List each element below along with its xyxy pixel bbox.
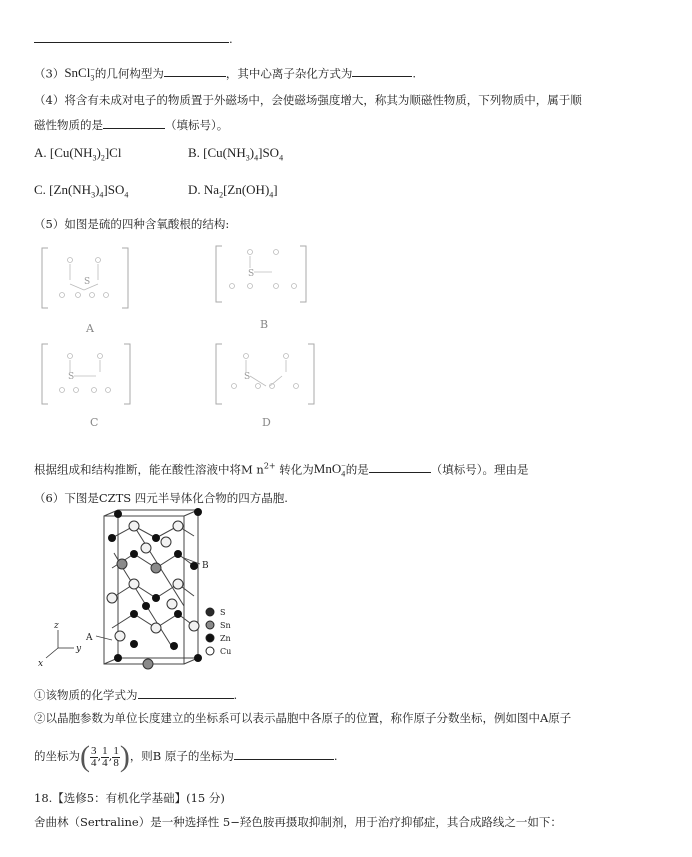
- question-6-sub1: ①该物质的化学式为 .: [34, 688, 238, 702]
- option-c[interactable]: C. $[Zn(NH_3)_4]SO_4$: [34, 182, 129, 200]
- structure-label-b: B: [260, 318, 269, 331]
- axis-y-label: y: [76, 644, 82, 654]
- option-b[interactable]: B. $[Cu(NH_3)_4]SO_4$: [188, 145, 284, 163]
- legend-s: S: [220, 608, 226, 617]
- structure-label-a: A: [86, 322, 94, 335]
- legend-cu: Cu: [220, 647, 232, 656]
- atom-s: S: [68, 372, 75, 382]
- answer-blank[interactable]: [234, 747, 334, 760]
- structure-label-d: D: [262, 416, 271, 429]
- answer-blank[interactable]: [138, 686, 234, 699]
- answer-blank[interactable]: [369, 460, 431, 473]
- legend-sn: Sn: [220, 621, 231, 630]
- question-18-line: 舍曲林（Sertraline）是一种选择性 5−羟色胺再摄取抑制剂，用于治疗抑郁症，其合成路线之一如下：: [34, 815, 562, 829]
- coord-y: $\frac{1}{4}$: [102, 744, 108, 769]
- structure-label-c: C: [90, 416, 99, 429]
- czts-unit-cell-figure: [34, 508, 294, 678]
- question-6-sub2-line2: 的坐标为( $\frac{3}{4}$ , $\frac{1}{4}$ , $\frac{1}{8}$ )，则B 原子的坐标为 .: [34, 740, 338, 773]
- option-d[interactable]: D. $Na_2[Zn(OH)_4]$: [188, 182, 278, 200]
- top-answer-line: .: [34, 30, 233, 47]
- coord-x: $\frac{3}{4}$: [91, 744, 97, 769]
- oxoacid-structures-figure: [0, 240, 692, 440]
- answer-blank[interactable]: [352, 64, 412, 77]
- atom-label-b: B: [202, 561, 209, 571]
- option-a[interactable]: A. $[Cu(NH_3)_2]Cl$: [34, 145, 122, 163]
- atom-s: S: [244, 372, 251, 382]
- question-6-sub2-line1: ②以晶胞参数为单位长度建立的坐标系可以表示晶胞中各原子的位置，称作原子分数坐标，例如图中A原子: [34, 711, 572, 725]
- atom-s: S: [84, 277, 91, 287]
- answer-blank[interactable]: [34, 30, 229, 43]
- legend-zn: Zn: [220, 634, 231, 643]
- legend: [206, 608, 231, 656]
- atom-s: S: [248, 269, 255, 279]
- atom-label-a: A: [86, 633, 93, 643]
- question-3: （3）SnCl$_3$−的几何构型为 ，其中心离子杂化方式为 .: [34, 65, 417, 83]
- formula-sncl3: SnCl$_3$−: [64, 65, 95, 83]
- coord-z: $\frac{1}{8}$: [113, 744, 119, 769]
- question-4-line2: 磁性物质的是 （填标号）。: [34, 118, 229, 132]
- question-5-reasoning: 根据组成和结构推断，能在酸性溶液中将M $n^{2+}$ 转化为MnO$_4$−的是 （填标号）。理由是: [34, 461, 529, 479]
- question-18-title: 18.【选修5：有机化学基础】(15 分): [34, 791, 225, 805]
- axis-x-label: x: [38, 659, 44, 669]
- answer-blank[interactable]: [103, 116, 165, 129]
- answer-blank[interactable]: [164, 64, 226, 77]
- question-4-line1: （4）将含有未成对电子的物质置于外磁场中，会使磁场强度增大，称其为顺磁性物质，下列物质中，属于顺: [34, 93, 582, 107]
- axis-z-label: z: [54, 621, 59, 631]
- question-6-intro: （6）下图是CZTS 四元半导体化合物的四方晶胞.: [34, 491, 288, 505]
- question-5-intro: （5）如图是硫的四种含氧酸根的结构:: [34, 217, 230, 231]
